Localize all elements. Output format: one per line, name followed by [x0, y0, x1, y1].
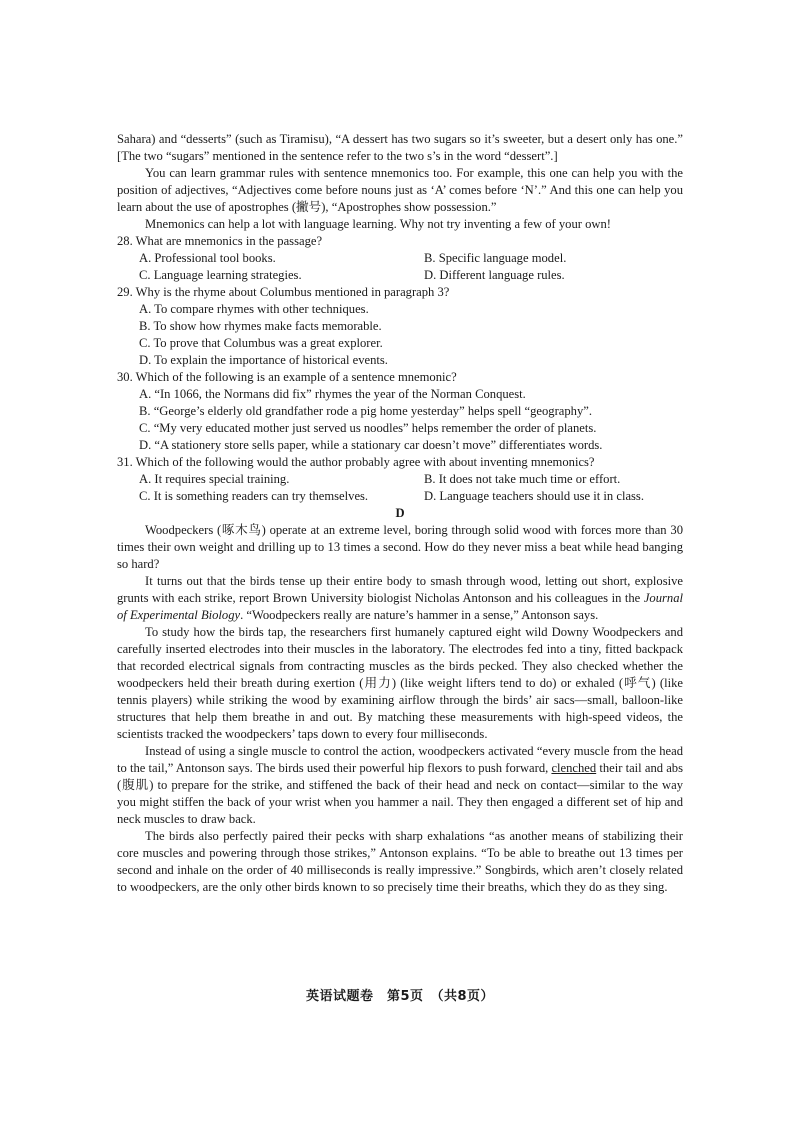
option-d: D. To explain the importance of historical events.: [139, 353, 388, 367]
passage-d-paragraph-1: Woodpeckers (啄木鸟) operate at an extreme level, boring through solid wood with forces more than 30 times their own weight and drilling up to 13 times a second. How do they never miss a beat while head banging so hard?: [117, 523, 683, 571]
option-b: B. It does not take much time or effort.: [424, 472, 621, 486]
passage-d-paragraph-3: To study how the birds tap, the researchers first humanely captured eight wild Downy Woodpeckers and carefully inserted electrodes into their muscles in the laboratory. The electrodes fed into a tiny, fitted backpack that recorded electrical signals from contracting muscles as the birds pecked. They also checked whether the woodpeckers held their breath during exertion (用力) (like weight lifters tend to do) or exhaled (呼气) (like tennis players) while striking the wood by examining airflow through the birds’ air sacs—small, balloon-like structures that help them breathe in and out. By matching these measurements with high-speed videos, the scientists tracked the woodpeckers’ taps down to every four milliseconds.: [117, 625, 683, 741]
option-d: D. Language teachers should use it in class.: [424, 489, 644, 503]
paragraph-text: It turns out that the birds tense up their entire body to smash through wood, letting out short, explosive grunts with each strike, report Brown University biologist Nicholas Antonson and his colleagues in the: [117, 574, 683, 605]
paragraph-text: their tail and abs (腹肌) to prepare for the strike, and stiffened the back of their head and neck on contact—similar to the way you might stiffen the back of your wrist when you hammer a nail. They then engaged a different set of hip and neck muscles to draw back.: [117, 761, 683, 826]
option-b: B. Specific language model.: [424, 251, 567, 265]
passage-d-paragraph-4: [117, 743, 683, 828]
option-c: C. Language learning strategies.: [139, 268, 302, 282]
option-a: A. To compare rhymes with other techniques.: [139, 302, 369, 316]
question-29: [117, 284, 683, 369]
option-c: C. “My very educated mother just served us noodles” helps remember the order of planets.: [139, 421, 597, 435]
question-30: [117, 369, 683, 454]
page-footer: 英语试题卷 第5页 （共8页）: [305, 989, 495, 1004]
option-b: B. “George’s elderly old grandfather rode a pig home yesterday” helps spell “geography”.: [139, 404, 592, 418]
underlined-word: clenched: [551, 761, 597, 775]
passage-d-paragraph-5: The birds also perfectly paired their pecks with sharp exhalations “as another means of stabilizing their core muscles and powering through those strikes,” Antonson explains. “To be able to breathe out 13 times per second and inhale on the order of 40 milliseconds is really impressive.” Songbirds, which aren’t closely related to woodpeckers, are the only other birds known to so precisely time their breaths, which they do as they sing.: [117, 829, 683, 894]
paragraph-text: . “Woodpeckers really are nature’s hammer in a sense,” Antonson says.: [240, 608, 599, 622]
continuation-paragraph-2: You can learn grammar rules with sentence mnemonics too. For example, this one can help you with the position of adjectives, “Adjectives come before nouns just as ‘A’ comes before ‘N’.” And this one can help you learn about the use of apostrophes (撇号), “Apostrophes show possession.”: [117, 166, 683, 214]
journal-title: Journal of Experimental Biology: [117, 591, 683, 622]
continuation-paragraph-3: Mnemonics can help a lot with language learning. Why not try inventing a few of your own!: [145, 217, 611, 231]
option-d: D. “A stationery store sells paper, while a stationary car doesn’t move” differentiates words.: [139, 438, 603, 452]
paragraph-text: Instead of using a single muscle to control the action, woodpeckers activated “every muscle from the head to the tail,” Antonson says. The birds used their powerful hip flexors to push forward,: [117, 744, 683, 775]
question-28: [117, 233, 683, 284]
option-c: C. To prove that Columbus was a great explorer.: [139, 336, 383, 350]
question-stem: 29. Why is the rhyme about Columbus mentioned in paragraph 3?: [117, 285, 450, 299]
option-a: A. “In 1066, the Normans did fix” rhymes the year of the Norman Conquest.: [139, 387, 526, 401]
exam-page: [117, 131, 683, 896]
option-d: D. Different language rules.: [424, 268, 565, 282]
question-stem: 28. What are mnemonics in the passage?: [117, 234, 323, 248]
question-stem: 31. Which of the following would the author probably agree with about inventing mnemonics?: [117, 455, 595, 469]
question-31: [117, 454, 683, 505]
section-heading: D: [395, 506, 405, 520]
option-a: A. It requires special training.: [139, 472, 290, 486]
option-b: B. To show how rhymes make facts memorable.: [139, 319, 382, 333]
continuation-paragraph-1: Sahara) and “desserts” (such as Tiramisu), “A dessert has two sugars so it’s sweeter, but a desert only has one.” [The two “sugars” mentioned in the sentence refer to the two s’s in the word “dessert”.]: [117, 132, 683, 163]
question-stem: 30. Which of the following is an example of a sentence mnemonic?: [117, 370, 457, 384]
option-c: C. It is something readers can try themselves.: [139, 489, 369, 503]
passage-d-paragraph-2: [117, 573, 683, 624]
option-a: A. Professional tool books.: [139, 251, 276, 265]
